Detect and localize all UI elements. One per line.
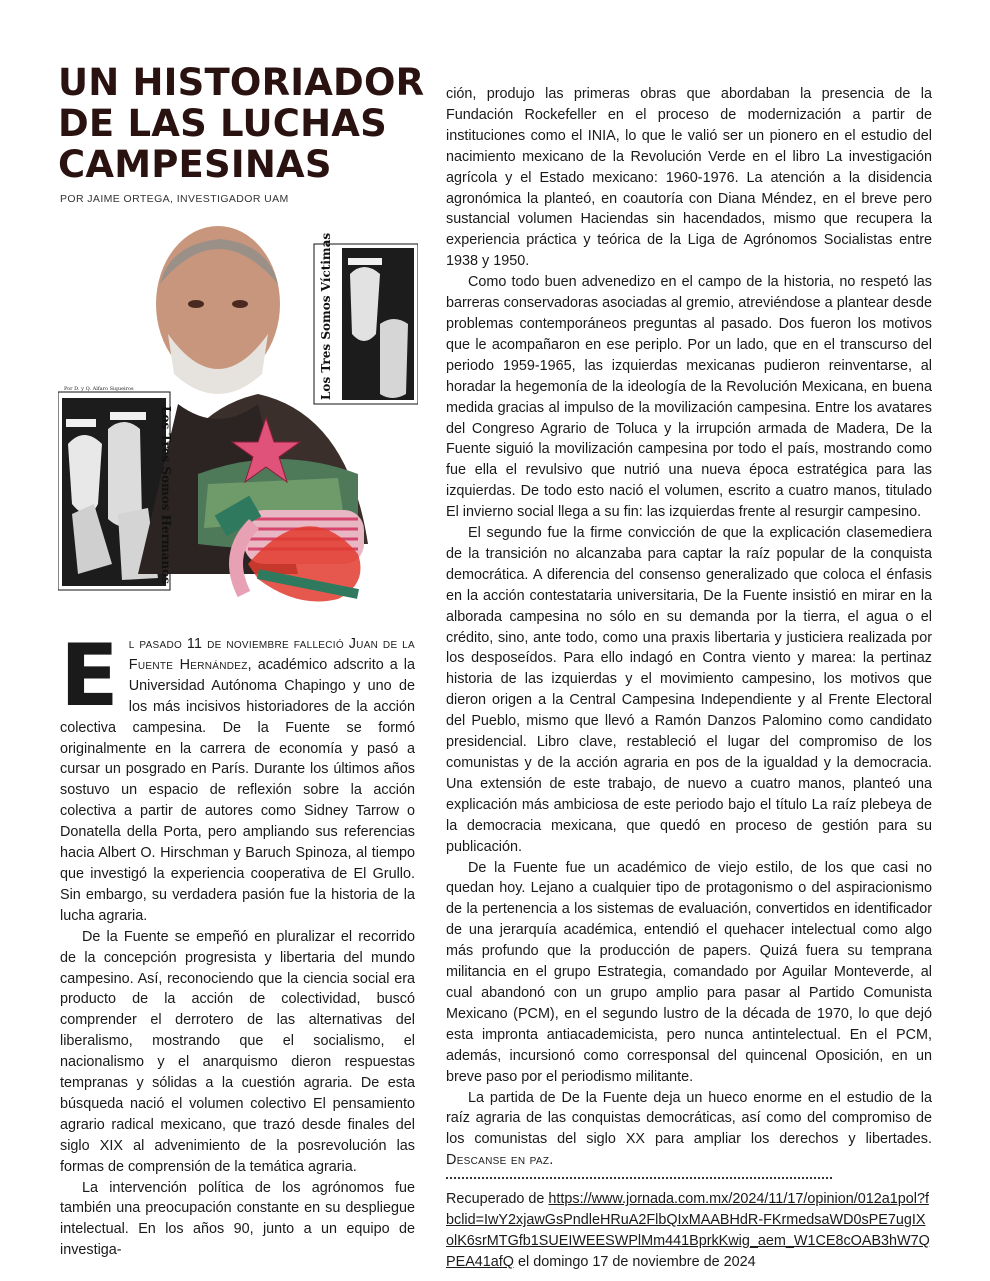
headline-line: UN HISTORIADOR [58, 61, 425, 104]
dropcap: E [60, 626, 119, 726]
source-note [446, 1189, 932, 1273]
source-paragraph [446, 1189, 932, 1273]
headline [58, 62, 438, 185]
byline: POR JAIME ORTEGA, INVESTIGADOR UAM [60, 193, 289, 205]
source-suffix: el domingo 17 de noviembre de 2024 [514, 1253, 756, 1270]
source-link[interactable]: https://www.jornada.com.mx/2024/11/17/opinion/012a1pol?fbclid=IwY2xjawGsPndleHRuA2FlbQIxMAABHdR-FKrmedsaWD0sPE7ugIXolK6srMTGfb1SUEIWEESWPlMm441BprkKwig_aem_W1CE8cOAB3hW7QPEA41afQ [446, 1191, 930, 1270]
print-caption-left: Los Tres Somos Hermanos [159, 406, 173, 584]
collage-illustration [58, 214, 418, 614]
paragraph-text: , académico adscrito a la Universidad Autónoma Chapingo y uno de los más incisivos historiadores de la acción colectiva campesina. De la Fuente se formó originalmente en la carrera de economía y pasó a cursar un posgrado en París. Durante los últimos años sostuvo un espacio de reflexión sobre la acción colectiva a partir de autores como Sidney Tarrow o Donatella della Porta, pero ampliando sus referencias hacia Albert O. Hirschman y Baruch Spinoza, al tiempo que investigó la experiencia cooperativa de El Grullo. Sin embargo, su verdadera pasión fue la historia de la lucha agraria. [60, 656, 415, 924]
dotted-divider [446, 1177, 832, 1179]
source-prefix: Recuperado de [446, 1191, 549, 1208]
paragraph-3-start: La intervención política de los agrónomos fue también una preocupación constante en su despliegue intelectual. En los años 90, junto a un equipo de investiga- [60, 1179, 415, 1259]
lead-smallcaps: l pasado 11 de noviembre falleció Juan de la Fuente Hernández [128, 636, 415, 673]
article-column-right [446, 84, 932, 1273]
paragraph-text: La partida de De la Fuente deja un hueco enorme en el estudio de la raíz agraria de las conquistas democráticas, así como del compromiso de los comunistas del siglo XX para ampliar los derechos y libertades. [446, 1089, 932, 1148]
headline-line: CAMPESINAS [58, 143, 332, 186]
print-caption-right: Los Tres Somos Víctimas [319, 232, 333, 400]
article-column-left [60, 626, 415, 1261]
paragraph-6: De la Fuente fue un académico de viejo estilo, de los que casi no quedan hoy. Lejano a cualquier tipo de protagonismo o del aspiracionismo de la pertenencia a los sistemas de evaluación, convertidos en identificador de una jerarquía académica, entendió el quehacer intelectual como algo más profundo que la producción de papers. Quizá fuera su temprana militancia en el grupo Estrategia, comandado por Aguilar Monteverde, al cual abandonó con un grupo amplio para pasar al Partido Comunista Mexicano (PCM), en el segundo lustro de la década de 1970, lo que dejó esta impronta antiacademicista, pero nunca antintelectual. En el PCM, además, incursionó como corresponsal del quincenal Oposición, en un breve paso por el periodismo militante. [446, 859, 932, 1085]
paragraph-2: De la Fuente se empeñó en pluralizar el recorrido de la concepción progresista y libertaria del mundo campesino. Así, reconociendo que la ciencia social era producto de la acción de colectividad, buscó comprender el derrotero de las alternativas del liberalismo, mostrando que el socialismo, el nacionalismo y el anarquismo dieron respuestas tempranas y sólidas a la cuestión agraria. De esta búsqueda nació el volumen colectivo El pensamiento agrario radical mexicano, que trazó desde finales del siglo XIX al advenimiento de la posrevolución las formas de comprensión de la temática agraria. [60, 928, 415, 1175]
headline-line: DE LAS LUCHAS [58, 102, 387, 145]
paragraph-7 [446, 1088, 932, 1172]
paragraph-4: Como todo buen advenedizo en el campo de la historia, no respetó las barreras conservadoras asociadas al gremio, atreviéndose a plantear desde problemas contemporáneos preguntas al pasado. Dos fueron los motivos que le acompañaron en ese periplo. Por un lado, que en el transcurso del periodo 1959-1965, las izquierdas mexicanas pudieron reinventarse, al horadar la hegemonía de la ideología de la Revolución Mexicana, en buena medida gracias al impulso de la movilización campesina. Entre los avatares del Congreso Agrario de Toluca y la irrupción armada de Madera, De la Fuente siguió la movilización campesina por todo el país, mostrando como fue ella el revulsivo que nutrió una nueva época estratégica para las izquierdas. De todo esto nació el volumen, escrito a cuatro manos, titulado El invierno social llega a su fin: las izquierdas frente al resurgir campesino. [446, 274, 932, 521]
closing-phrase: Descanse en paz. [446, 1152, 554, 1169]
paragraph-1 [60, 626, 415, 927]
paragraph-5: El segundo fue la firme convicción de que la explicación clasemediera de la transición no alcanzaba para captar la raíz popular de la conquista democrática. A diferencia del consenso generalizado que coloca el énfasis en la acción contestataria universitaria, De la Fuente insistió en mirar en la alborada campesina no sólo en su demanda por la tierra, el agua o el crédito, sino, ante todo, como una praxis libertaria y justiciera realizada por los desposeídos. Para ello indagó en Contra viento y marea: la pertinaz historia de las izquierdas y el movimiento campesino, los motivos que dieron origen a la Central Campesina Independiente y al Frente Electoral del Pueblo, mismo que llevó a Ramón Danzos Palomino como candidato presidencial. Libro clave, restableció el lugar del compromiso de los comunistas y de la acción agraria en pos de la igualdad y la democracia. Una extensión de este trabajo, de nuevo a cuatro manos, planteó una explicación más ambiciosa de este periodo bajo el título La raíz plebeya de la democracia mexicana, que quedó en proceso de gestión para su publicación. [446, 525, 932, 855]
paragraph-3-continued: ción, produjo las primeras obras que abordaban la presencia de la Fundación Rockefeller en el proceso de modernización a partir de instituciones como el INIA, lo que le valió ser un pionero en el estudio del nacimiento mexicano de la Revolución Verde en el libro La investigación agrícola y el Estado mexicano: 1960-1976. La atención a la disidencia agronómica la planteó, en coautoría con Diana Méndez, en el breve pero sustancial volumen Haciendas sin hacendados, mismo que recupera la experiencia práctica y teórica de la Liga de Agrónomos Socialistas entre 1938 y 1950. [446, 86, 932, 270]
print-credit-text: Por D. y Q. Alfaro Siqueiros [64, 386, 134, 392]
